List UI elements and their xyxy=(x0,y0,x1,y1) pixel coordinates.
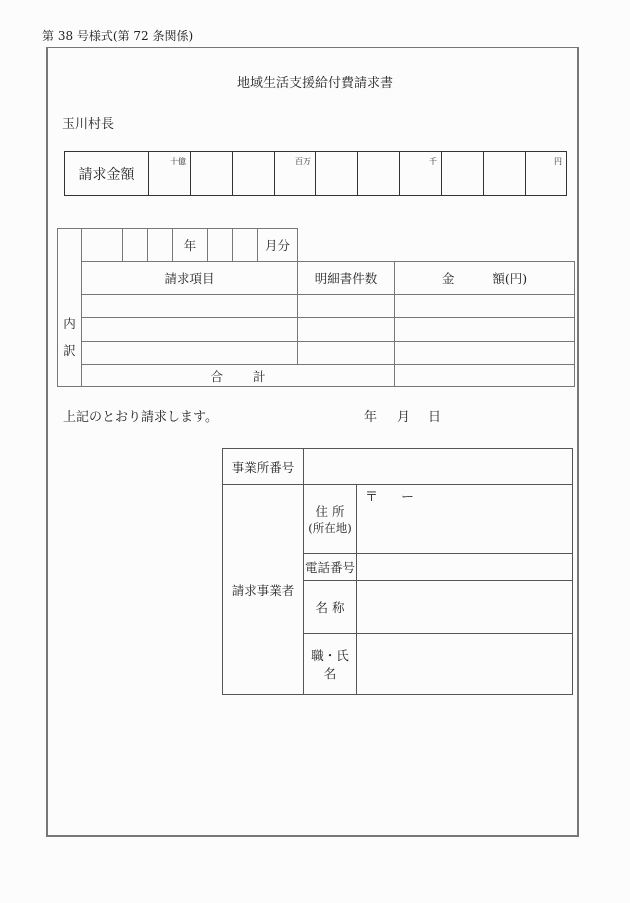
applicant-table xyxy=(222,448,573,695)
amount-cell[interactable] xyxy=(395,318,575,342)
address-label xyxy=(304,485,357,554)
year-digit-cell[interactable] xyxy=(148,229,173,262)
side-label-top: 内 xyxy=(63,316,76,331)
year-digit-cell[interactable] xyxy=(123,229,148,262)
form-number: 第 38 号様式(第 72 条関係) xyxy=(42,29,194,43)
office-number-label: 事業所番号 xyxy=(223,449,304,485)
claim-amount-label: 請求金額 xyxy=(65,152,149,196)
item-cell[interactable] xyxy=(82,342,298,365)
digit-cell[interactable] xyxy=(316,152,358,196)
header-amount xyxy=(395,262,575,295)
applicant-group-label: 請求事業者 xyxy=(223,485,304,695)
digit-cell[interactable] xyxy=(358,152,400,196)
document-title: 地域生活支援給付費請求書 xyxy=(236,76,393,91)
unit-million: 百万 xyxy=(295,157,311,166)
amount-cell[interactable] xyxy=(395,342,575,365)
digit-cell[interactable] xyxy=(233,152,275,196)
postal-code-dash: ー xyxy=(401,490,415,505)
digit-cell[interactable] xyxy=(526,152,567,196)
digit-cell[interactable] xyxy=(400,152,442,196)
date-month-label: 月 xyxy=(397,410,411,425)
total-label-a: 合 xyxy=(210,368,223,384)
request-statement: 上記のとおり請求します。 xyxy=(63,410,218,425)
count-cell[interactable] xyxy=(298,342,395,365)
phone-field[interactable] xyxy=(357,554,573,581)
total-label-b: 計 xyxy=(253,368,266,384)
digit-cell[interactable] xyxy=(442,152,484,196)
addressee: 玉川村長 xyxy=(62,117,115,132)
title-name-label: 職・氏 名 xyxy=(304,634,357,695)
address-label-sub: (所在地) xyxy=(308,521,352,535)
office-number-field[interactable] xyxy=(304,449,573,485)
year-label: 年 xyxy=(173,229,208,262)
count-cell[interactable] xyxy=(298,295,395,318)
title-name-field[interactable] xyxy=(357,634,573,695)
digit-cell[interactable] xyxy=(484,152,526,196)
total-amount-cell[interactable] xyxy=(395,365,575,387)
breakdown-table xyxy=(57,228,575,387)
total-label xyxy=(82,365,395,387)
name-field[interactable] xyxy=(357,581,573,634)
postal-mark-icon: 〒 xyxy=(365,490,379,505)
claim-amount-table xyxy=(64,151,567,196)
header-amount-a: 金 xyxy=(441,271,455,286)
amount-cell[interactable] xyxy=(395,295,575,318)
unit-thousand: 千 xyxy=(429,157,437,166)
side-label-bottom: 訳 xyxy=(63,342,76,358)
item-cell[interactable] xyxy=(82,318,298,342)
digit-cell[interactable] xyxy=(149,152,191,196)
address-field[interactable] xyxy=(357,485,573,554)
name-label: 名 称 xyxy=(304,581,357,634)
item-cell[interactable] xyxy=(82,295,298,318)
year-digit-cell[interactable] xyxy=(82,229,123,262)
digit-cell[interactable] xyxy=(191,152,233,196)
header-amount-b: 額(円) xyxy=(492,271,528,286)
date-year-label: 年 xyxy=(364,410,378,425)
address-label-main: 住 所 xyxy=(315,504,345,519)
request-date xyxy=(364,406,441,425)
month-digit-cell[interactable] xyxy=(208,229,233,262)
unit-yen: 円 xyxy=(554,157,562,166)
header-item: 請求項目 xyxy=(82,262,298,295)
breakdown-side-label xyxy=(58,229,82,387)
unit-billion: 十億 xyxy=(170,157,186,166)
month-digit-cell[interactable] xyxy=(233,229,258,262)
header-count: 明細書件数 xyxy=(298,262,395,295)
empty-area xyxy=(298,229,575,262)
count-cell[interactable] xyxy=(298,318,395,342)
phone-label: 電話番号 xyxy=(304,554,357,581)
digit-cell[interactable] xyxy=(275,152,316,196)
date-day-label: 日 xyxy=(428,410,442,425)
month-label: 月分 xyxy=(258,229,298,262)
